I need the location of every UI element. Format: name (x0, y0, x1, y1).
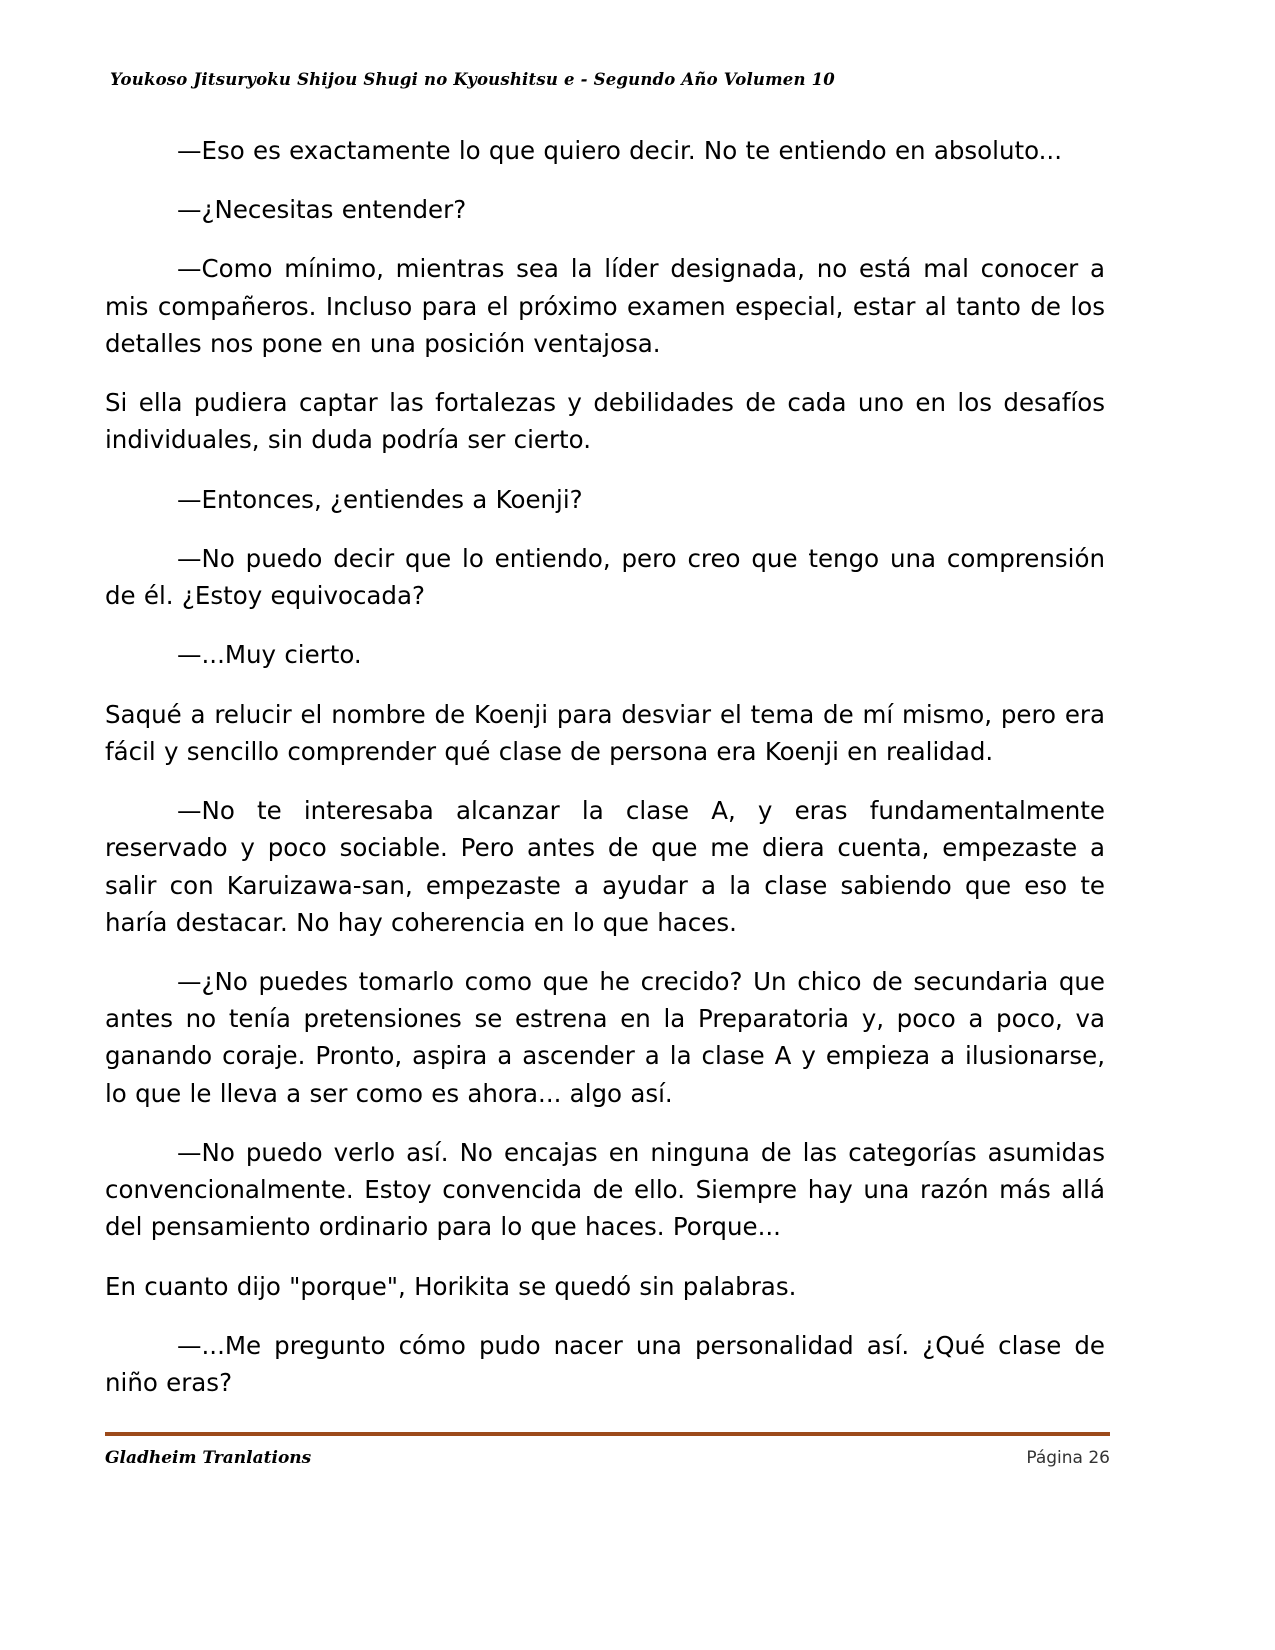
page-number: Página 26 (1026, 1448, 1110, 1468)
page-header: Youkoso Jitsuryoku Shijou Shugi no Kyoushitsu e - Segundo Año Volumen 10 (110, 70, 835, 89)
paragraph: —...Me pregunto cómo pudo nacer una personalidad así. ¿Qué clase de niño eras? (105, 1330, 1105, 1398)
paragraph: —¿No puedes tomarlo como que he crecido? Un chico de secundaria que antes no tenía pretensiones se estrena en la Preparatoria y, poco a poco, va ganando coraje. Pronto, aspira a ascender a la clase A y empieza a ilusionarse, lo que le lleva a ser como es ahora... algo así. (105, 966, 1105, 1108)
paragraph: En cuanto dijo "porque", Horikita se quedó sin palabras. (105, 1271, 797, 1301)
paragraph: Si ella pudiera captar las fortalezas y debilidades de cada uno en los desafíos individuales, sin duda podría ser cierto. (105, 388, 1105, 455)
paragraph: —¿Necesitas entender? (177, 195, 467, 225)
paragraph: —No puedo verlo así. No encajas en ninguna de las categorías asumidas convencionalmente. Estoy convencida de ello. Siempre hay una razón más allá del pensamiento ordinario para lo que haces. Porque... (105, 1137, 1105, 1242)
paragraph: —No puedo decir que lo entiendo, pero creo que tengo una comprensión de él. ¿Estoy equivocada? (105, 543, 1105, 611)
paragraph: —Como mínimo, mientras sea la líder designada, no está mal conocer a mis compañeros. Incluso para el próximo examen especial, estar al tanto de los detalles nos pone en una posición ventajosa. (105, 254, 1105, 358)
paragraph: —...Muy cierto. (177, 640, 362, 670)
paragraph: —No te interesaba alcanzar la clase A, y eras fundamentalmente reservado y poco sociable. Pero antes de que me diera cuenta, empezaste a salir con Karuizawa-san, empezaste a ayudar a la clase sabiendo que eso te haría destacar. No hay coherencia en lo que haces. (105, 796, 1105, 937)
page-body (105, 132, 1105, 1423)
paragraph: —Entonces, ¿entiendes a Koenji? (177, 484, 583, 514)
paragraph: Saqué a relucir el nombre de Koenji para desviar el tema de mí mismo, pero era fácil y sencillo comprender qué clase de persona era Koenji en realidad. (105, 699, 1105, 766)
page-footer (105, 1448, 1110, 1468)
translator-credit: Gladheim Tranlations (105, 1448, 312, 1468)
footer-divider (105, 1432, 1110, 1436)
paragraph: —Eso es exactamente lo que quiero decir. No te entiendo en absoluto... (177, 136, 1063, 165)
